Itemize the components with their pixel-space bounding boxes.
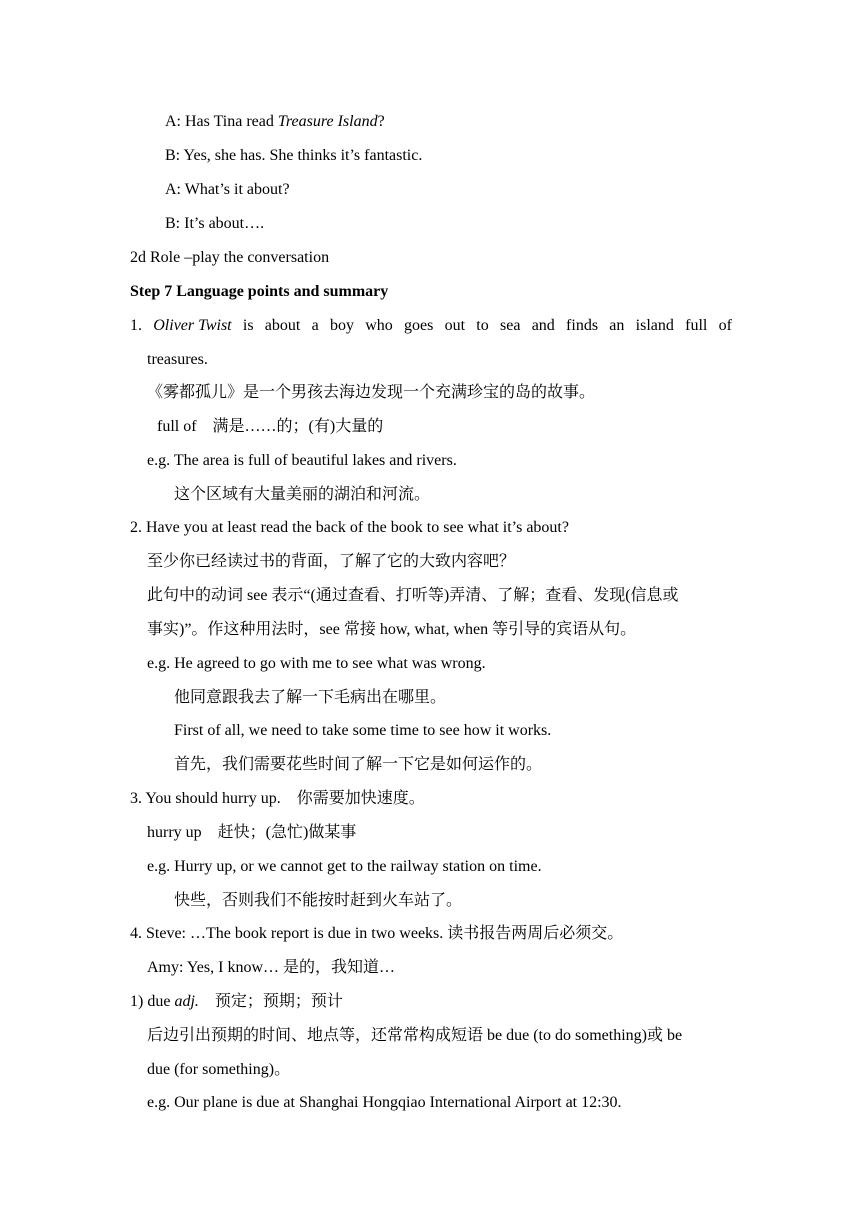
point1-phrase: full of 满是……的；(有)大量的 xyxy=(157,418,384,435)
point3-line: 3. You should hurry up. 你需要加快速度。 xyxy=(130,790,425,807)
point3-example-chinese: 快些，否则我们不能按时赶到火车站了。 xyxy=(174,892,463,909)
step7-heading-text: Step 7 Language points and summary xyxy=(130,283,389,300)
sub1-meaning: 预定；预期；预计 xyxy=(198,993,343,1010)
point2-example1: e.g. He agreed to go with me to see what was wrong. xyxy=(147,655,486,672)
word: full xyxy=(685,317,708,334)
word: boy xyxy=(329,317,354,334)
section-2d: 2d Role –play the conversation xyxy=(130,249,330,266)
book-title-treasure-island: Treasure Island xyxy=(277,113,378,130)
point4-example: e.g. Our plane is due at Shanghai Hongqiao International Airport at 12:30. xyxy=(147,1094,622,1111)
point1-chinese: 《雾都孤儿》是一个男孩去海边发现一个充满珍宝的岛的故事。 xyxy=(147,384,596,401)
word: about xyxy=(264,317,301,334)
point4-note-line2: due (for something)。 xyxy=(147,1061,291,1078)
point2-note-line2: 事实)”。作这种用法时，see 常接 how, what, when 等引导的宾语从句。 xyxy=(147,621,637,638)
point2-note-line1: 此句中的动词 see 表示“(通过查看、打听等)弄清、了解；查看、发现(信息或 xyxy=(147,587,679,604)
point2-example2: First of all, we need to take some time to see how it works. xyxy=(174,722,552,739)
word: sea xyxy=(500,317,521,334)
dialog-line-a2: A: What’s it about? xyxy=(165,181,290,198)
word: of xyxy=(718,317,732,334)
point1-example-chinese: 这个区域有大量美丽的湖泊和河流。 xyxy=(174,486,431,503)
point2-chinese: 至少你已经读过书的背面，了解了它的大致内容吧？ xyxy=(147,553,516,570)
word: goes xyxy=(404,317,434,334)
word: finds xyxy=(566,317,599,334)
question-mark: ? xyxy=(377,113,385,130)
word: is xyxy=(242,317,254,334)
word: and xyxy=(531,317,555,334)
word: island xyxy=(635,317,674,334)
point3-phrase: hurry up 赶快；(急忙)做某事 xyxy=(147,824,357,841)
word: out xyxy=(444,317,466,334)
point4-sub1 xyxy=(130,992,343,1012)
dialog-a1-text: A: Has Tina read xyxy=(165,113,278,130)
word: who xyxy=(365,317,393,334)
point1-number: 1. xyxy=(130,317,142,334)
point2-line: 2. Have you at least read the back of the book to see what it’s about? xyxy=(130,519,569,536)
point2-example1-chinese: 他同意跟我去了解一下毛病出在哪里。 xyxy=(174,689,447,706)
dialog-line-a1 xyxy=(165,112,385,132)
point3-example: e.g. Hurry up, or we cannot get to the railway station on time. xyxy=(147,858,542,875)
book-title-oliver-twist: Oliver Twist xyxy=(153,317,232,334)
sub1-word: 1) due xyxy=(130,993,175,1010)
part-of-speech: adj. xyxy=(174,993,199,1010)
point1-line1 xyxy=(130,316,732,336)
point2-example2-chinese: 首先，我们需要花些时间了解一下它是如何运作的。 xyxy=(174,756,543,773)
dialog-line-b1: B: Yes, she has. She thinks it’s fantastic. xyxy=(165,147,423,164)
point4-line: 4. Steve: …The book report is due in two weeks. 读书报告两周后必须交。 xyxy=(130,925,624,942)
word: a xyxy=(311,317,319,334)
dialog-line-b2: B: It’s about…. xyxy=(165,215,265,232)
point4-note-line1: 后边引出预期的时间、地点等，还常常构成短语 be due (to do something)或 be xyxy=(147,1027,683,1044)
word: to xyxy=(476,317,489,334)
step7-heading xyxy=(130,282,388,302)
point1-line2: treasures. xyxy=(147,351,208,368)
word: an xyxy=(609,317,625,334)
point4-amy-line: Amy: Yes, I know… 是的，我知道… xyxy=(147,959,396,976)
point1-example: e.g. The area is full of beautiful lakes and rivers. xyxy=(147,452,457,469)
